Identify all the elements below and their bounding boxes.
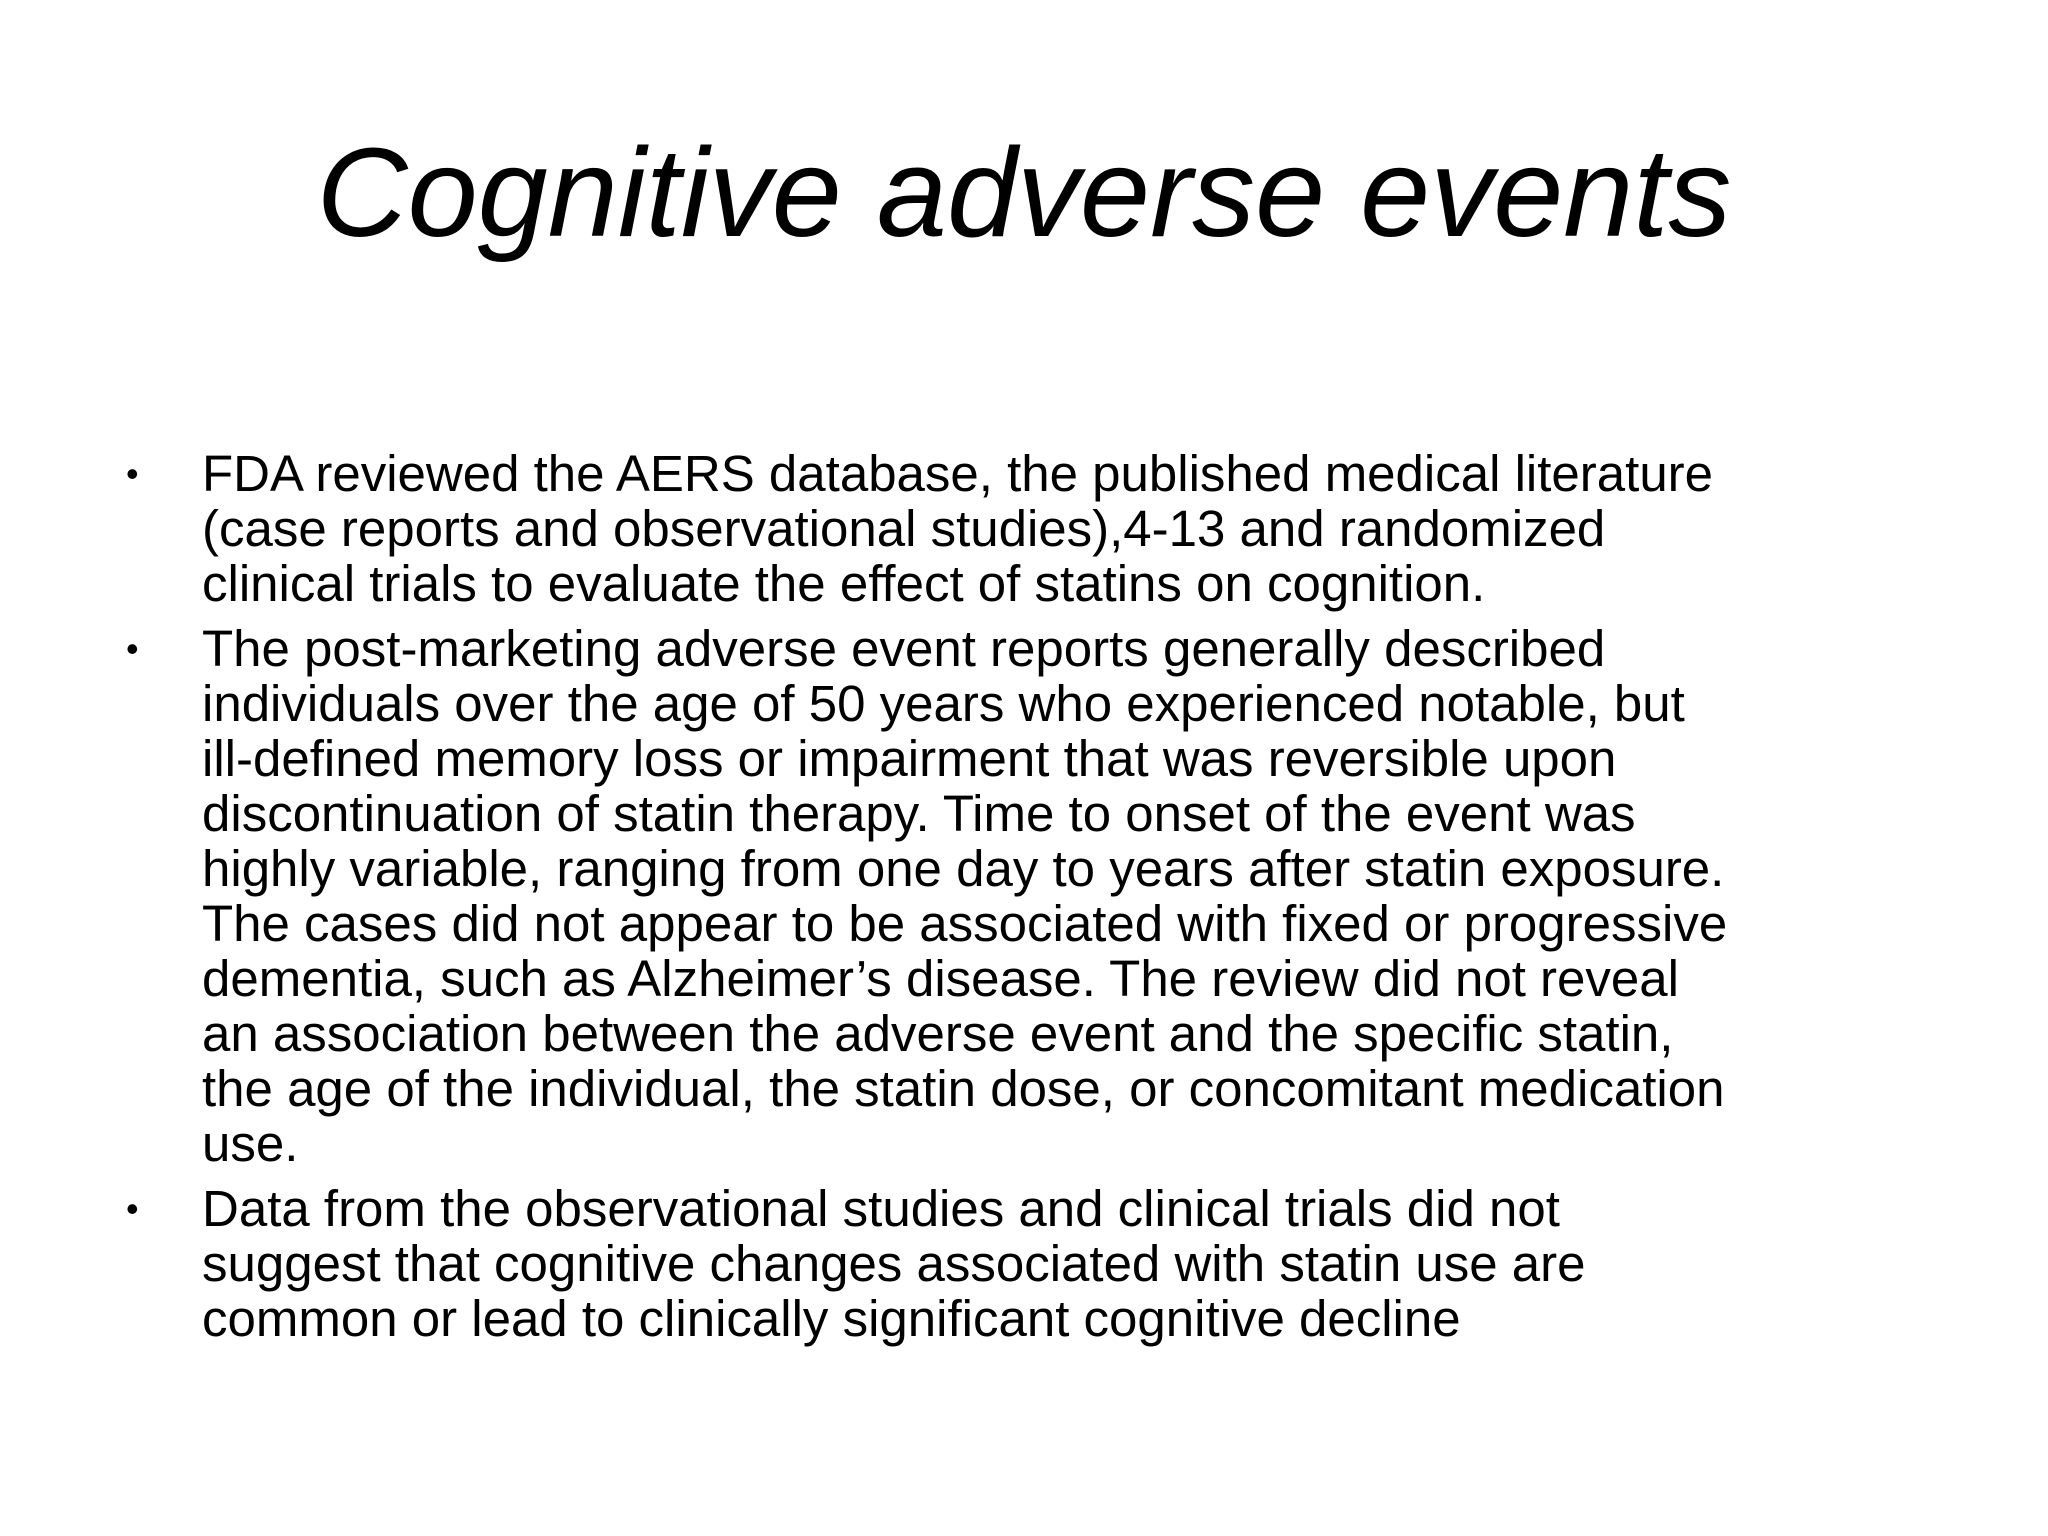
bullet-marker: •: [126, 1188, 139, 1229]
bullet-line: highly variable, ranging from one day to years after statin exposure.: [202, 840, 1725, 897]
bullet-line: the age of the individual, the statin dose, or concomitant medication: [202, 1060, 1725, 1117]
bullet-line: an association between the adverse event and the specific statin,: [202, 1005, 1674, 1062]
bullet-marker: •: [126, 628, 139, 669]
bullet-line: use.: [202, 1115, 299, 1172]
bullet-line: (case reports and observational studies),4-13 and randomized: [202, 500, 1606, 557]
bullet-line: individuals over the age of 50 years who experienced notable, but: [202, 675, 1685, 732]
bullet-line: suggest that cognitive changes associated with statin use are: [202, 1235, 1586, 1292]
bullet-line: clinical trials to evaluate the effect of statins on cognition.: [202, 555, 1486, 612]
bullet-line: ill-defined memory loss or impairment that was reversible upon: [202, 730, 1617, 787]
slide-title: Cognitive adverse events: [316, 122, 1732, 263]
bullet-line: common or lead to clinically significant cognitive decline: [202, 1290, 1461, 1347]
bullet-line: The post-marketing adverse event reports generally described: [202, 620, 1606, 677]
bullet-line: discontinuation of statin therapy. Time to onset of the event was: [202, 785, 1636, 842]
bullet-item-2: [120, 621, 1980, 1171]
bullet-line: FDA reviewed the AERS database, the published medical literature: [202, 445, 1714, 502]
bullet-list: [120, 446, 1980, 1356]
bullet-item-3: [120, 1181, 1980, 1346]
bullet-line: dementia, such as Alzheimer’s disease. The review did not reveal: [202, 950, 1679, 1007]
bullet-item-1: [120, 446, 1980, 611]
bullet-marker: •: [126, 453, 139, 494]
bullet-line: The cases did not appear to be associated with fixed or progressive: [202, 895, 1728, 952]
bullet-line: Data from the observational studies and clinical trials did not: [202, 1180, 1560, 1237]
